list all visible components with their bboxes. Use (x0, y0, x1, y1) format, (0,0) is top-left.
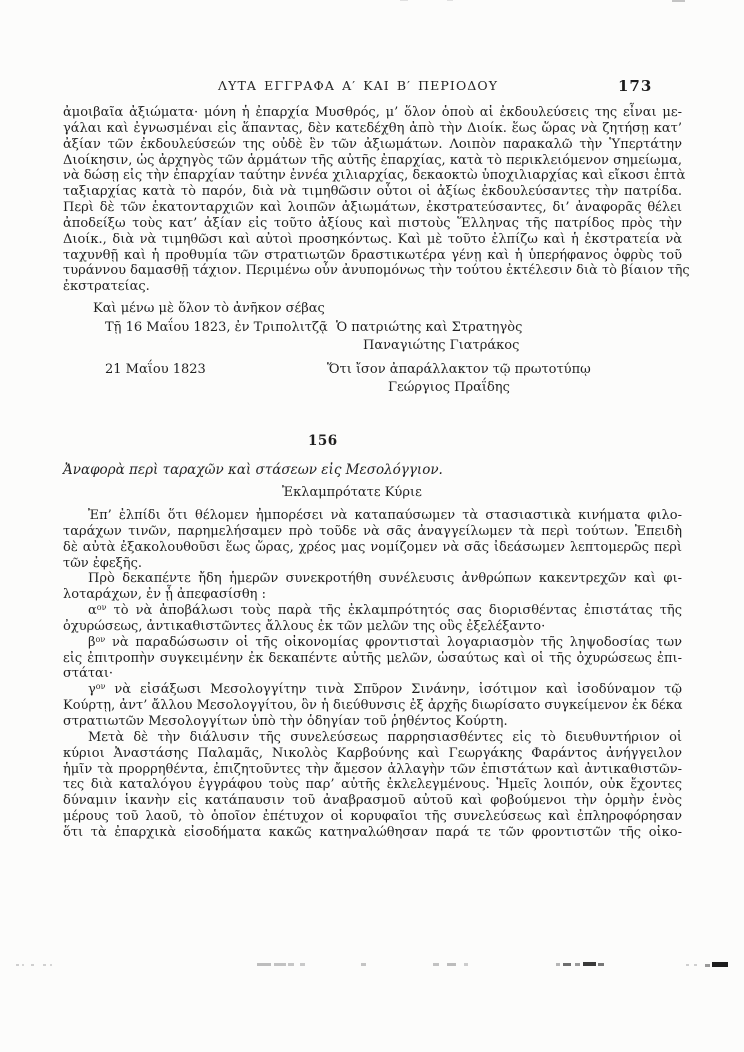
text-line: ὀχυρώσεως, ἀντικαθιστῶντες ἄλλους ἐκ τῶν μελῶν της οὓς ἐξελέξαντο· (63, 618, 546, 634)
scan-artifact (300, 963, 305, 966)
document-156-body-text (63, 508, 682, 841)
dateline-secondary: 21 Μαΐου 1823 (105, 362, 206, 377)
text-line: Μετὰ δὲ τὴν διάλυσιν τῆς συνελεύσεως παρρησιασθέντες εἰς τὸ διευθυντήριον οἱ (88, 729, 682, 745)
text-line: στρατιωτῶν Μεσολογγίτων ὑπὸ τὴν ὁδηγίαν τοῦ ῥηθέντος Κούρτη. (63, 713, 508, 729)
scan-artifact (575, 963, 580, 966)
scan-artifact (712, 962, 728, 967)
text-line: γάλαι καὶ ἐγνωσμέναι εἰς ἅπαντας, δὲν κατεδέχθη ἀπὸ τὴν Διοίκ. ἕως ὥρας νὰ ζητήσῃ κατ’ (63, 120, 682, 136)
text-line: Διοίκ., διὰ νὰ τιμηθῶσι καὶ αὐτοὶ προσηκόντως. Καὶ μὲ τοῦτο ἐλπίζω καὶ ἡ ἐκστρατεία νὰ (63, 231, 682, 247)
scan-artifact (400, 0, 408, 1)
text-line: Πρὸ δεκαπέντε ἤδη ἡμερῶν συνεκροτήθη συνέλευσις ἀνθρώπων κακεντρεχῶν καὶ φι- (88, 571, 682, 587)
document-number-heading: 156 (308, 433, 338, 449)
ordinal-superscript: ον (95, 634, 106, 644)
scan-artifact (556, 963, 560, 966)
text-line: λοταράχων, ἐν ᾗ ἀπεφασίσθη : (63, 587, 266, 603)
text-line: ἐκστρατείας. (63, 279, 150, 295)
scan-artifact (22, 964, 24, 966)
text-line: τῶν ἐφεξῆς. (63, 555, 143, 571)
scan-artifact (598, 963, 604, 966)
scan-artifact (672, 0, 685, 2)
scan-artifact (447, 0, 453, 1)
scan-artifact (464, 963, 468, 966)
scan-artifact (50, 964, 52, 966)
scan-artifact (31, 964, 34, 966)
scan-artifact (288, 963, 294, 966)
text-line: κύριοι Ἀναστάσης Παλαμᾶς, Νικολὸς Καρβούνης καὶ Γεωργάκης Φαράντος ἀνήγγειλον (63, 745, 682, 761)
dateline-primary: Τῇ 16 Μαΐου 1823, ἐν Τριπολιτζᾷ (105, 320, 328, 335)
text-line: ταξιαρχίας κατὰ τὸ παρόν, διὰ νὰ τιμηθῶσιν οὗτοι οἱ ἀξίως ἐκδουλεύσαντες τὴν πατρίδα. (63, 184, 682, 200)
text-line: νὰ δώσῃ εἰς τὴν ἐπαρχίαν ταύτην ἐννέα χιλιαρχίας, δεκαοκτὼ ὑποχιλιαρχίας καὶ εἴκοσι ἑπτὰ (63, 168, 686, 184)
scan-artifact (583, 962, 596, 966)
scan-artifact (447, 963, 456, 966)
scan-artifact (694, 964, 697, 966)
text-line (63, 635, 682, 651)
scan-artifact (274, 963, 286, 966)
line-text: νὰ παραδώσωσιν οἱ τῆς οἰκονομίας φροντισταὶ λογαριασμὸν τῆς ληψοδοσίας των (105, 634, 682, 650)
ordinal-superscript: ον (95, 682, 106, 692)
text-line: Ἐπ’ ἐλπίδι ὅτι θέλομεν ἠμπορέσει νὰ καταπαύσωμεν τὰ στασιαστικὰ κινήματα φιλο- (88, 508, 682, 523)
scan-artifact (705, 964, 710, 967)
text-line: τες διὰ καταλόγου ἐγγράφου τοὺς παρ’ αὐτῆς ἐκλελεγμένους. Ἡμεῖς λοιπόν, οὐκ ἔχοντες (63, 777, 682, 793)
ordinal-letter: β (88, 634, 96, 650)
closing-formula: Καὶ μένω μὲ ὅλον τὸ ἀνῆκον σέβας (93, 301, 325, 316)
salutation: Ἐκλαμπρότατε Κύριε (282, 485, 422, 500)
signature-name: Παναγιώτης Γιατράκος (363, 338, 520, 353)
text-line: μέρους τοῦ λαοῦ, τὸ ὁποῖον ἐπέτυχον οἱ κορυφαῖοι τῆς συνελεύσεως καὶ ἐπληροφόρησαν (63, 809, 682, 825)
running-header-title: ΛΥΤΑ ΕΓΓΡΑΦΑ Α′ ΚΑΙ Β′ ΠΕΡΙΟΔΟΥ (218, 78, 499, 93)
scan-artifact (686, 964, 689, 966)
document-title: Ἀναφορὰ περὶ ταραχῶν καὶ στάσεων εἰς Μεσολόγγιον. (63, 462, 443, 478)
text-line: δύναμιν ἱκανὴν εἰς κατάπαυσιν τοῦ ἀναβρασμοῦ αὐτοῦ καὶ φοβούμενοι τὴν ὁρμὴν ἑνὸς (63, 793, 682, 809)
text-line: τυράννου δαμασθῇ τάχιον. Περιμένω οὖν ἀνυπομόνως τὴν τούτου ἐκτέλεσιν διὰ τὸ βίαιον τῆς (63, 263, 690, 279)
text-line: στάται· (63, 666, 114, 682)
line-text: τὸ νὰ ἀποβάλωσι τοὺς παρὰ τῆς ἐκλαμπρότητός σας διορισθέντας ἐπιστάτας τῆς (106, 603, 682, 619)
certification-statement: Ὅτι ἴσον ἀπαράλλακτον τῷ πρωτοτύπῳ (327, 362, 591, 377)
scan-artifact (257, 963, 271, 966)
signature-role: Ὁ πατριώτης καὶ Στρατηγὸς (336, 320, 523, 335)
text-line: δὲ αὐτὰ ἐξακολουθοῦσι ἕως ὥρας, χρέος μας νομίζομεν νὰ σᾶς ἰδεάσωμεν λεπτομερῶς περὶ (63, 539, 682, 555)
certifier-name: Γεώργιος Πραΐδης (388, 380, 510, 395)
scan-artifact (361, 963, 366, 966)
line-text: νὰ εἰσάξωσι Μεσολογγίτην τινὰ Σπῦρον Σινάνην, ἰσότιμον καὶ ἰσοδύναμον τῷ (105, 682, 682, 698)
page-number: 173 (618, 77, 653, 95)
text-line: Κούρτῃ, ἀντ’ ἄλλου Μεσολογγίτου, ὃν ἡ διεύθυνσις ἐξ ἀρχῆς διωρίσατο συγκείμενον ἐκ δέκα (63, 698, 683, 714)
ordinal-superscript: ον (96, 603, 107, 613)
scan-artifact (563, 963, 571, 966)
scan-artifact (433, 963, 439, 966)
text-line: Διοίκησιν, ὡς ἀρχηγὸς τῶν ἁρμάτων τῆς αὐτῆς ἐπαρχίας, κατὰ τὸ περικλειόμενον σημείωμα, (63, 152, 682, 168)
ordinal-letter: α (88, 603, 97, 619)
text-line: ὅτι τὰ ἐπαρχικὰ εἰσοδήματα κακῶς κατηναλώθησαν παρά τε τῶν φροντιστῶν τῆς οἰκο- (63, 824, 682, 840)
text-line (63, 603, 682, 619)
document-155-body-text (63, 105, 690, 295)
text-line: ταράχων τινῶν, παρημελήσαμεν πρὸ τοῦδε νὰ σᾶς ἀναγγείλωμεν τὰ περὶ τούτων. Ἐπειδὴ (63, 523, 682, 539)
text-line: ταχυνθῇ καὶ ἡ προθυμία τῶν στρατιωτῶν δραστικωτέρα γένῃ καὶ ἡ ὑπερήφανος ὀφρὺς τοῦ (63, 247, 682, 263)
ordinal-letter: γ (88, 682, 96, 698)
text-line: ἀμοιβαῖα ἀξιώματα· μόνη ἡ ἐπαρχία Μυσθρός, μ’ ὅλον ὁποὺ αἱ ἐκδουλεύσεις της εἶναι με- (63, 105, 682, 120)
scan-artifact (43, 964, 46, 966)
text-line: εἰς ἐπιτροπὴν συγκειμένην ἐκ δεκαπέντε αὐτῆς μελῶν, ὡσαύτως καὶ οἱ τῆς ὀχυρώσεως ἐπι- (63, 650, 682, 666)
text-line: ἀποδείξω τοὺς κατ’ ἀξίαν εἰς τοῦτο ἀξίους καὶ πιστοὺς Ἕλληνας τῆς πατρίδος πρὸς τὴν (63, 215, 682, 231)
text-line (63, 682, 682, 698)
text-line: Περὶ δὲ τῶν ἑκατονταρχιῶν καὶ λοιπῶν ἀξιωμάτων, ἐκστρατεύσαντες, δι’ ἀναφορᾶς θέλει (63, 200, 682, 216)
text-line: ἀξίαν τῶν ἐκδουλεύσεών της οὐδὲ ἓν τῶν ἀξιωμάτων. Λοιπὸν παρακαλῶ τὴν Ὑπερτάτην (63, 136, 682, 152)
text-line: ἡμῖν τὰ προρρηθέντα, ἐπιζητοῦντες τὴν ἄμεσον ἀλλαγὴν τῶν ἐπιστάτων καὶ ἀντικαθιστῶν- (63, 761, 682, 777)
scan-artifact (16, 964, 19, 966)
